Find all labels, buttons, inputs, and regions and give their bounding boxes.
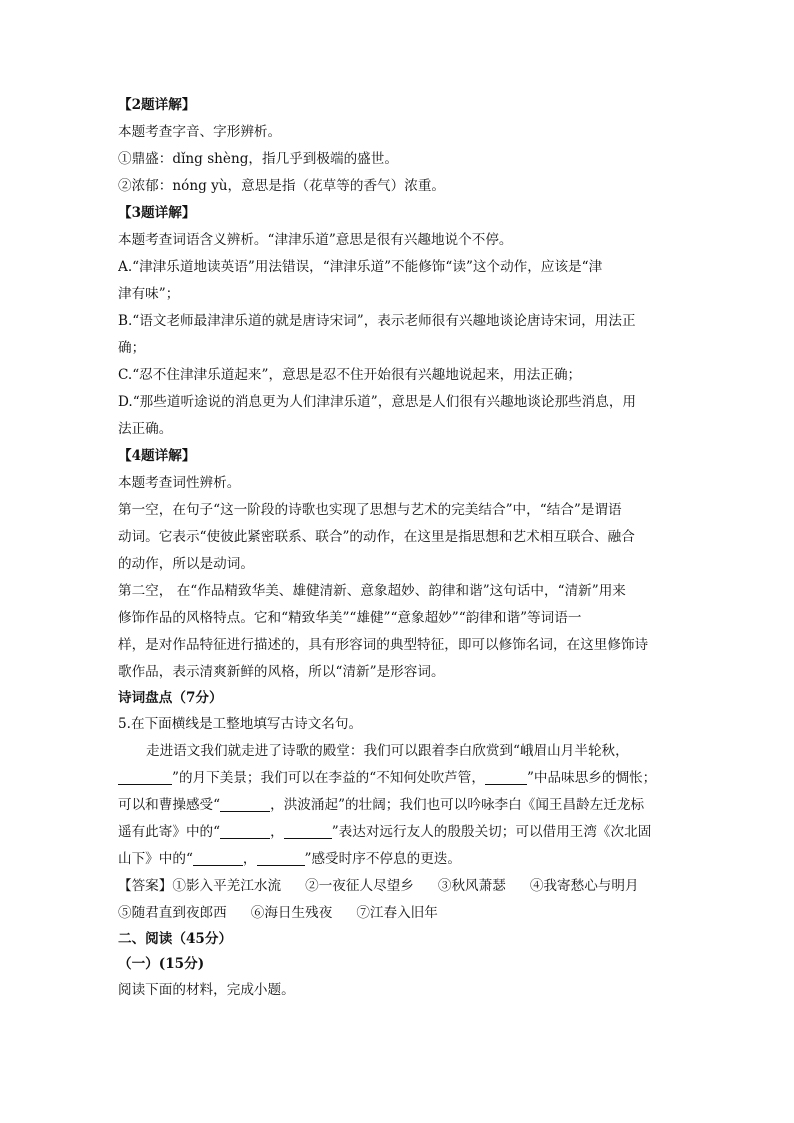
section-4-para-1-line-1: 第一空，在句子“这一阶段的诗歌也实现了思想与艺术的完美结合”中，“结合”是谓语 <box>118 502 622 518</box>
fill-blank <box>220 795 270 812</box>
question-5-line-5: 山下》中的“ ， ”感受时序不停息的更迭。 <box>118 851 461 867</box>
answer-line-1: 【答案】①影入平羌江水流 ②一夜征人尽望乡 ③秋风萧瑟 ④我寄愁心与明月 <box>118 878 639 894</box>
section-2-item-2: ②浓郁：nóng yù，意思是指（花草等的香气）浓重。 <box>118 178 446 194</box>
section-3-option-b-line-1: B.“语文老师最津津乐道的就是唐诗宋词”，表示老师很有兴趣地谈论唐诗宋词，用法正 <box>118 313 636 329</box>
reading-subsection-title: （一）(15分) <box>118 956 205 972</box>
section-3-option-a-line-1: A.“津津乐道地读英语”用法错误，“津津乐道”不能修饰“读”这个动作，应该是“津 <box>118 259 603 275</box>
section-4-para-1-line-2: 动词。它表示“使彼此紧密联系、联合”的动作，在这里是指思想和艺术相互联合、融合 <box>118 529 635 545</box>
answer-line-2: ⑤随君直到夜郎西 ⑥海日生残夜 ⑦江春入旧年 <box>118 905 438 921</box>
question-5-line-4: 遥有此寄》中的“ ， ”表达对远行友人的殷殷关切；可以借用王湾《次北固 <box>118 824 652 840</box>
section-3-intro: 本题考查词语含义辨析。“津津乐道”意思是很有兴趣地说个不停。 <box>118 232 513 248</box>
poetry-section-title: 诗词盘点（7分） <box>118 690 223 706</box>
section-4-para-2-line-3: 样，是对作品特征进行描述的，具有形容词的典型特征，即可以修饰名词，在这里修饰诗 <box>118 637 649 653</box>
section-3-option-d-line-1: D.“那些道听途说的消息更为人们津津乐道”，意思是人们很有兴趣地谈论那些消息，用 <box>118 394 637 410</box>
section-2-heading: 【2题详解】 <box>118 97 196 113</box>
section-2-intro: 本题考查字音、字形辨析。 <box>118 124 282 140</box>
question-5-line-3: 可以和曹操感受“ ，洪波涌起”的壮阔；我们也可以吟咏李白《闻王昌龄左迁龙标 <box>118 797 645 813</box>
section-4-intro: 本题考查词性辨析。 <box>118 475 241 491</box>
fill-blank <box>284 822 332 839</box>
section-3-heading: 【3题详解】 <box>118 205 196 221</box>
section-2-item-1: ①鼎盛：dǐng shèng，指几乎到极端的盛世。 <box>118 151 398 167</box>
fill-blank <box>257 849 305 866</box>
fill-blank <box>485 768 527 785</box>
section-4-heading: 【4题详解】 <box>118 448 196 464</box>
question-5-line-2: ”的月下美景；我们可以在李益的“不知何处吹芦管， ”中品味思乡的惆怅； <box>118 765 676 792</box>
section-4-para-2-line-2: 修饰作品的风格特点。它和“精致华美”“雄健”“意象超妙”“韵律和谐”等词语一 <box>118 610 582 626</box>
section-3-option-d-line-2: 法正确。 <box>118 421 173 437</box>
section-3-option-c: C.“忍不住津津乐道起来”，意思是忍不住开始很有兴趣地说起来，用法正确； <box>118 367 582 383</box>
section-4-para-2-line-4: 歌作品，表示清爽新鲜的风格，所以“清新”是形容词。 <box>118 664 445 680</box>
section-4-para-2-line-1: 第二空， 在“作品精致华美、雄健清新、意象超妙、韵律和谐”这句话中，“清新”用来 <box>118 583 626 599</box>
section-3-option-a-line-2: 津有味”； <box>118 286 180 302</box>
fill-blank <box>220 822 270 839</box>
answer-label: 【答案】 <box>118 878 173 894</box>
reading-instruction: 阅读下面的材料，完成小题。 <box>118 982 295 998</box>
fill-blank <box>193 849 243 866</box>
fill-blank <box>118 768 172 785</box>
question-5-prompt: 5.在下面横线是工整地填写古诗文名句。 <box>118 716 363 732</box>
section-4-para-1-line-3: 的动作，所以是动词。 <box>118 556 254 572</box>
reading-section-title: 二、阅读（45分） <box>118 931 233 947</box>
section-3-option-b-line-2: 确； <box>118 340 146 356</box>
question-5-line-1: 走进语文我们就走进了诗歌的殿堂：我们可以跟着李白欣赏到“峨眉山月半轮秋， <box>146 743 629 759</box>
